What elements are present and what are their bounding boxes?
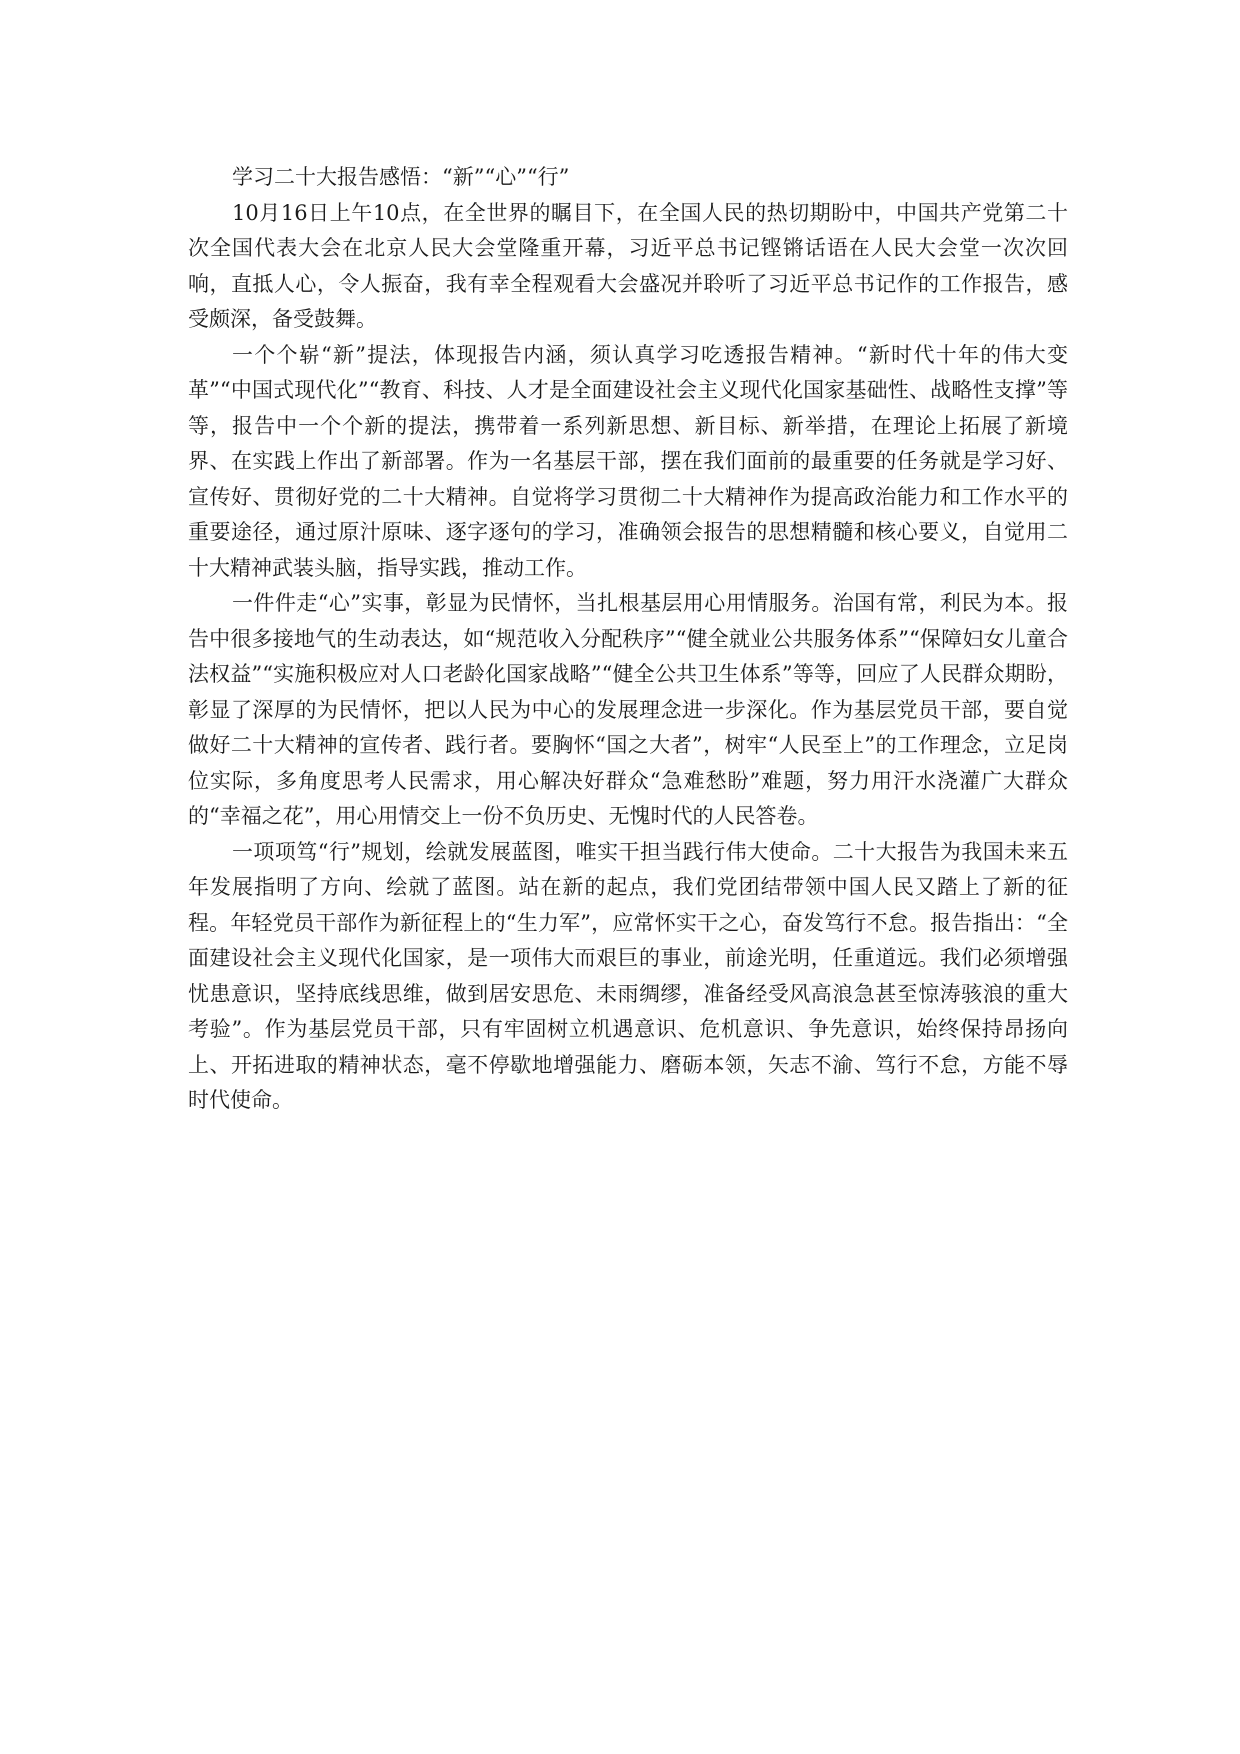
paragraph-xing-action: 一项项笃“行”规划，绘就发展蓝图，唯实干担当践行伟大使命。二十大报告为我国未来五年发展指明了方向、绘就了蓝图。站在新的起点，我们党团结带领中国人民又踏上了新的征程。年轻党员干部作为新征程上的“生力军”，应常怀实干之心，奋发笃行不怠。报告指出：“全面建设社会主义现代化国家，是一项伟大而艰巨的事业，前途光明，任重道远。我们必须增强忧患意识，坚持底线思维，做到居安思危、未雨绸缪，准备经受风高浪急甚至惊涛骇浪的重大考验”。作为基层党员干部，只有牢固树立机遇意识、危机意识、争先意识，始终保持昂扬向上、开拓进取的精神状态，毫不停歇地增强能力、磨砺本领，矢志不渝、笃行不怠，方能不辱时代使命。: [188, 839, 1068, 1112]
paragraph-opening: 10月16日上午10点，在全世界的瞩目下，在全国人民的热切期盼中，中国共产党第二十次全国代表大会在北京人民大会堂隆重开幕，习近平总书记铿锵话语在人民大会堂一次次回响，直抵人心，令人振奋，我有幸全程观看大会盛况并聆听了习近平总书记作的工作报告，感受颇深，备受鼓舞。: [188, 200, 1068, 331]
document-title: 学习二十大报告感悟：“新”“心”“行”: [232, 165, 570, 189]
document-page: [188, 160, 1068, 1119]
paragraph-xin-new: 一个个崭“新”提法，体现报告内涵，须认真学习吃透报告精神。“新时代十年的伟大变革”“中国式现代化”“教育、科技、人才是全面建设社会主义现代化国家基础性、战略性支撑”等等，报告中一个个新的提法，携带着一系列新思想、新目标、新举措，在理论上拓展了新境界、在实践上作出了新部署。作为一名基层干部，摆在我们面前的最重要的任务就是学习好、宣传好、贯彻好党的二十大精神。自觉将学习贯彻二十大精神作为提高政治能力和工作水平的重要途径，通过原汁原味、逐字逐句的学习，准确领会报告的思想精髓和核心要义，自觉用二十大精神武装头脑，指导实践，推动工作。: [188, 342, 1068, 580]
paragraph-xin-heart: 一件件走“心”实事，彰显为民情怀，当扎根基层用心用情服务。治国有常，利民为本。报告中很多接地气的生动表达，如“规范收入分配秩序”“健全就业公共服务体系”“保障妇女儿童合法权益”“实施积极应对人口老龄化国家战略”“健全公共卫生体系”等等，回应了人民群众期盼，彰显了深厚的为民情怀，把以人民为中心的发展理念进一步深化。作为基层党员干部，要自觉做好二十大精神的宣传者、践行者。要胸怀“国之大者”，树牢“人民至上”的工作理念，立足岗位实际，多角度思考人民需求，用心解决好群众“急难愁盼”难题，努力用汗水浇灌广大群众的“幸福之花”，用心用情交上一份不负历史、无愧时代的人民答卷。: [188, 591, 1068, 828]
